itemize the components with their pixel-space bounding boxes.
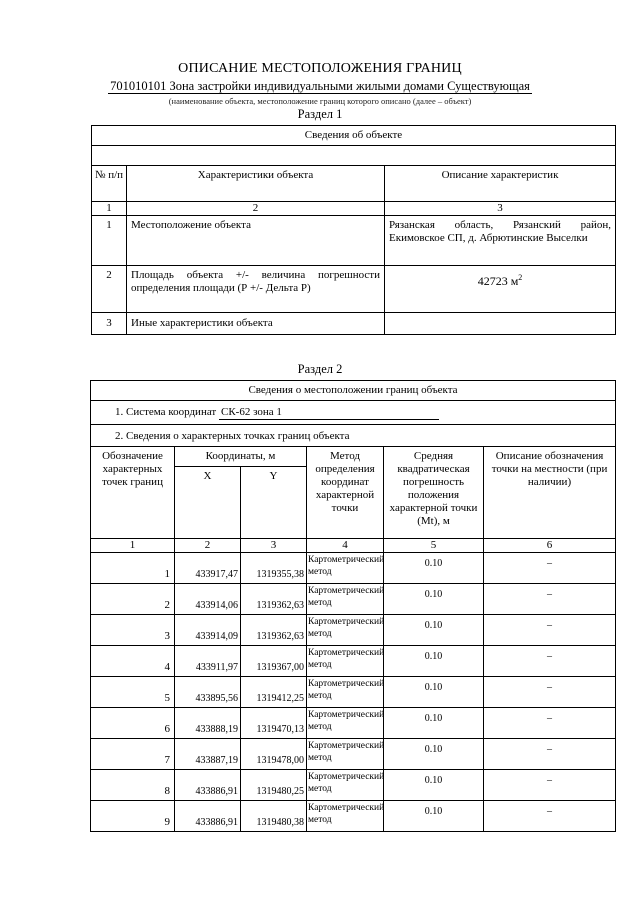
point-x: 433886,91 — [175, 770, 241, 801]
point-number: 4 — [91, 646, 175, 677]
col-index: 4 — [307, 539, 384, 553]
point-error: 0.10 — [384, 770, 484, 801]
col-characteristic-header: Характеристики объекта — [127, 166, 385, 202]
col-index: 3 — [385, 202, 616, 216]
table-row — [91, 770, 616, 801]
point-y: 1319362,63 — [241, 584, 307, 615]
point-y: 1319412,25 — [241, 677, 307, 708]
point-method: Картометрический метод — [307, 584, 384, 615]
point-number: 6 — [91, 708, 175, 739]
col-number-header: № п/п — [92, 166, 127, 202]
area-number: 42723 м — [477, 274, 519, 288]
empty-row — [92, 146, 616, 166]
points-body — [91, 553, 616, 832]
point-error: 0.10 — [384, 739, 484, 770]
point-method: Картометрический метод — [307, 677, 384, 708]
point-method: Картометрический метод — [307, 708, 384, 739]
point-x: 433887,19 — [175, 739, 241, 770]
object-name: 701010101 Зона застройки индивидуальными жилыми домами Существующая — [110, 79, 530, 93]
table-row — [91, 615, 616, 646]
col-index: 6 — [484, 539, 616, 553]
point-number: 9 — [91, 801, 175, 832]
y-header: Y — [241, 467, 307, 539]
point-description: – — [484, 615, 616, 646]
point-description: – — [484, 708, 616, 739]
point-y: 1319362,63 — [241, 615, 307, 646]
table-row — [91, 677, 616, 708]
point-x: 433914,06 — [175, 584, 241, 615]
document-title: ОПИСАНИЕ МЕСТОПОЛОЖЕНИЯ ГРАНИЦ — [178, 61, 462, 76]
point-error: 0.10 — [384, 615, 484, 646]
point-number: 3 — [91, 615, 175, 646]
point-x: 433914,09 — [175, 615, 241, 646]
point-method: Картометрический метод — [307, 739, 384, 770]
col-index: 3 — [241, 539, 307, 553]
object-info-table — [91, 125, 616, 335]
point-x: 433911,97 — [175, 646, 241, 677]
point-method: Картометрический метод — [307, 553, 384, 584]
point-x: 433886,91 — [175, 801, 241, 832]
characteristic-value: Рязанская область, Рязанский район, Екимовское СП, д. Абрютинские Выселки — [385, 216, 616, 266]
point-number: 8 — [91, 770, 175, 801]
col-index: 1 — [91, 539, 175, 553]
point-error: 0.10 — [384, 677, 484, 708]
point-number: 1 — [91, 553, 175, 584]
col-index: 5 — [384, 539, 484, 553]
point-designation-header: Обозначение характерных точек границ — [91, 447, 175, 539]
point-x: 433917,47 — [175, 553, 241, 584]
section-2-title: Раздел 2 — [297, 362, 343, 376]
characteristic-name: Площадь объекта +/- величина погрешности определения площади (Р +/- Дельта Р) — [127, 266, 385, 313]
point-error: 0.10 — [384, 553, 484, 584]
method-header: Метод определения координат характерной точки — [307, 447, 384, 539]
point-method: Картометрический метод — [307, 801, 384, 832]
point-method: Картометрический метод — [307, 615, 384, 646]
col-index: 2 — [127, 202, 385, 216]
point-method: Картометрический метод — [307, 646, 384, 677]
boundary-heading: Сведения о местоположении границ объекта — [91, 381, 616, 401]
point-description-header: Описание обозначения точки на местности (при наличии) — [484, 447, 616, 539]
point-error: 0.10 — [384, 584, 484, 615]
characteristic-value — [385, 313, 616, 335]
point-y: 1319355,38 — [241, 553, 307, 584]
row-number: 3 — [92, 313, 127, 335]
point-number: 2 — [91, 584, 175, 615]
characteristic-name: Иные характеристики объекта — [127, 313, 385, 335]
point-description: – — [484, 553, 616, 584]
row-number: 2 — [92, 266, 127, 313]
point-error: 0.10 — [384, 646, 484, 677]
object-name-line — [0, 79, 640, 94]
point-number: 5 — [91, 677, 175, 708]
point-y: 1319480,38 — [241, 801, 307, 832]
characteristic-name: Местоположение объекта — [127, 216, 385, 266]
table-row — [91, 584, 616, 615]
coordinate-system-row — [91, 401, 616, 425]
point-error: 0.10 — [384, 801, 484, 832]
col-description-header: Описание характеристик — [385, 166, 616, 202]
section-1-title: Раздел 1 — [297, 107, 343, 121]
table-row — [91, 708, 616, 739]
point-y: 1319367,00 — [241, 646, 307, 677]
col-index: 1 — [92, 202, 127, 216]
coordinate-system-label: 1. Система координат — [115, 406, 217, 418]
table-row — [91, 646, 616, 677]
coordinates-header: Координаты, м — [175, 447, 307, 467]
x-header: X — [175, 467, 241, 539]
point-error: 0.10 — [384, 708, 484, 739]
object-info-heading: Сведения об объекте — [92, 126, 616, 146]
table-row — [91, 739, 616, 770]
point-description: – — [484, 770, 616, 801]
point-y: 1319470,13 — [241, 708, 307, 739]
point-description: – — [484, 646, 616, 677]
table-row — [91, 553, 616, 584]
area-unit-exponent: 2 — [518, 273, 523, 282]
point-number: 7 — [91, 739, 175, 770]
point-description: – — [484, 739, 616, 770]
point-method: Картометрический метод — [307, 770, 384, 801]
point-x: 433888,19 — [175, 708, 241, 739]
point-y: 1319480,25 — [241, 770, 307, 801]
points-info-label: 2. Сведения о характерных точках границ объекта — [91, 425, 616, 447]
point-description: – — [484, 584, 616, 615]
object-name-caption: (наименование объекта, местоположение границ которого описано (далее – объект) — [168, 96, 472, 106]
error-header: Средняя квадратическая погрешность положения характерной точки (Mt), м — [384, 447, 484, 539]
point-y: 1319478,00 — [241, 739, 307, 770]
row-number: 1 — [92, 216, 127, 266]
boundary-points-table — [90, 380, 616, 832]
table-row — [91, 801, 616, 832]
point-description: – — [484, 801, 616, 832]
coordinate-system-value: СК-62 зона 1 — [219, 406, 439, 420]
point-description: – — [484, 677, 616, 708]
col-index: 2 — [175, 539, 241, 553]
area-value — [385, 266, 616, 313]
point-x: 433895,56 — [175, 677, 241, 708]
